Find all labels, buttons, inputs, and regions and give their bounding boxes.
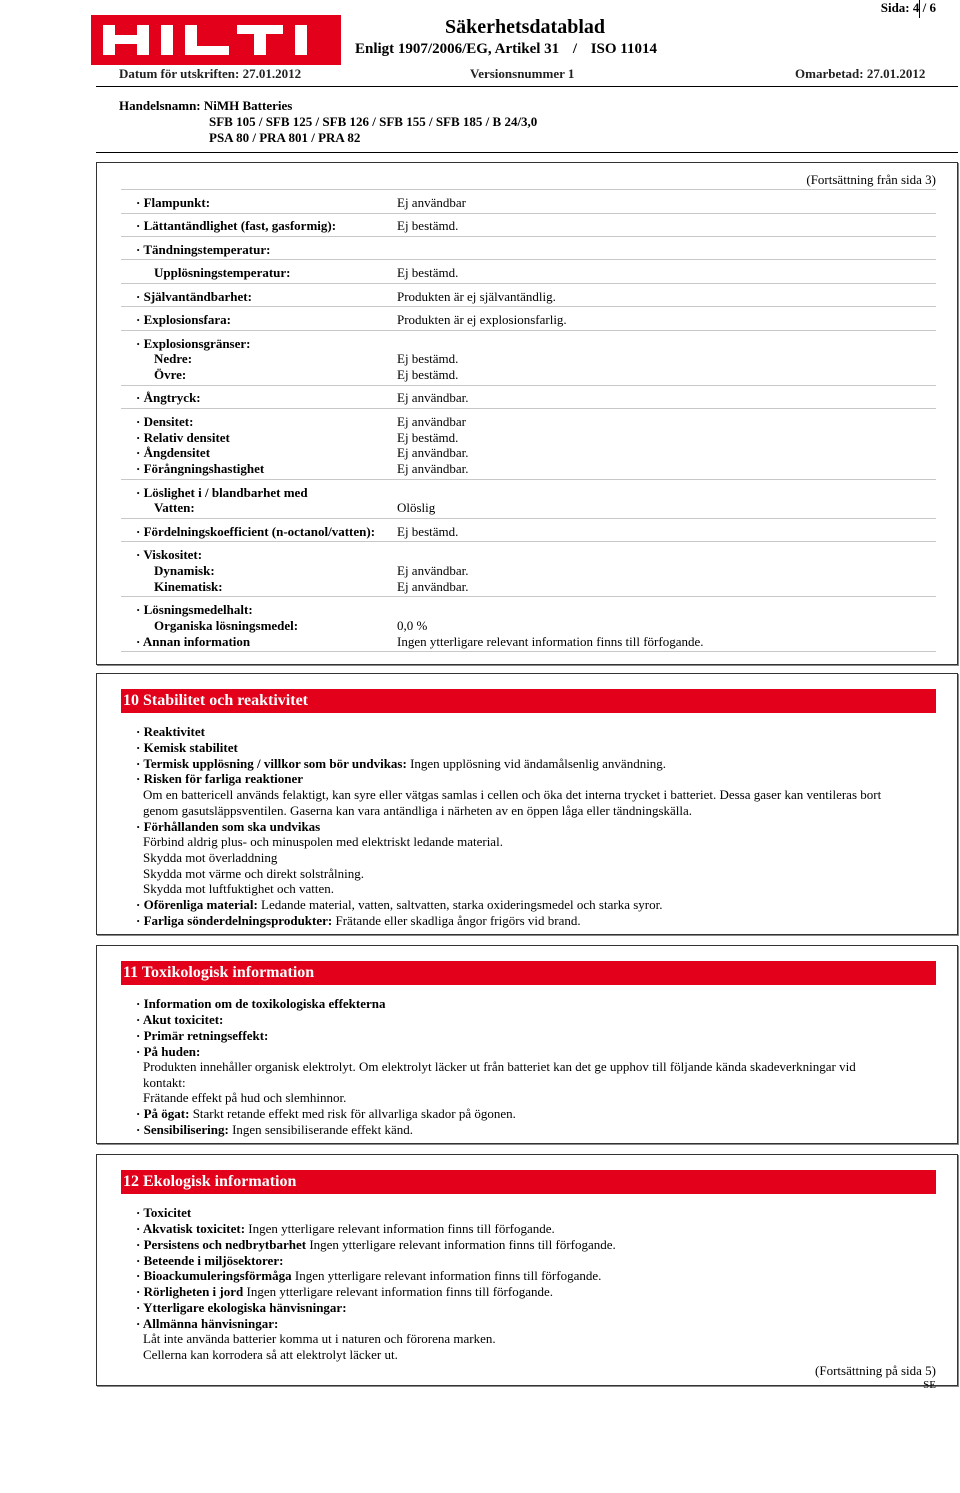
text-bold: · Bioackumuleringsförmåga [136, 1268, 292, 1283]
prop-label: Övre: [154, 367, 187, 382]
text-line: · Beteende i miljösektorer: [136, 1253, 284, 1268]
version-number: Versionsnummer 1 [470, 66, 575, 81]
section11-title-text: 11 Toxikologisk information [123, 964, 315, 981]
text-line: · På huden: [136, 1044, 201, 1059]
prop-label: Dynamisk: [154, 563, 215, 578]
text-line: · Kemisk stabilitet [136, 740, 238, 755]
hilti-logo [91, 15, 341, 65]
prop-value: Ej användbar [397, 195, 466, 210]
text-line: Skydda mot överladdning [143, 850, 278, 865]
text-bold: · Oförenliga material: [136, 897, 258, 912]
page-number: Sida: 4 / 6 [880, 0, 936, 15]
separator [121, 236, 936, 237]
text-line: Låt inte använda batterier komma ut i naturen och förorena marken. [143, 1331, 496, 1346]
text-regular: Frätande eller skadliga ångor frigörs vid brand. [332, 913, 581, 928]
text-line: · Toxicitet [136, 1205, 192, 1220]
prop-label: Organiska lösningsmedel: [154, 618, 299, 633]
subtitle-sep: / [572, 41, 578, 57]
brand-text: HILTI [91, 15, 94, 16]
prop-value: 0,0 % [397, 618, 428, 633]
text-line: genom gasutsläppsventilen. Gaserna kan vara antändliga i närheten av en öppen låga eller tändningskälla. [143, 803, 693, 818]
text-line: Om en battericell används felaktigt, kan syre eller vätgas samlas i cellen och öka det interna trycket i batteriet. Dessa gaser kan ventileras bort [143, 787, 882, 802]
prop-label: · Explosionsgränser: [136, 336, 251, 351]
print-date: Datum för utskriften: 27.01.2012 [119, 66, 302, 81]
section11-title [121, 961, 936, 985]
text-bold: · Termisk upplösning / villkor som bör undvikas: [136, 756, 407, 771]
prop-label: · Flampunkt: [136, 195, 211, 210]
text-line: · Allmänna hänvisningar: [136, 1316, 279, 1331]
text-line [136, 1284, 936, 1300]
section12-title-text: 12 Ekologisk information [123, 1173, 297, 1190]
separator [121, 385, 936, 386]
text-bold: · Farliga sönderdelningsprodukter: [136, 913, 333, 928]
prop-label: · Förångningshastighet [136, 461, 265, 476]
prop-value: Produkten är ej explosionsfarlig. [397, 312, 567, 327]
text-line: Produkten innehåller organisk elektrolyt. Om elektrolyt läcker ut från batteriet kan det ge upphov till följande kända skadeverkningar vid [143, 1059, 856, 1074]
text-line: · Risken för farliga reaktioner [136, 771, 304, 786]
prop-value: Ej bestämd. [397, 524, 459, 539]
text-regular: Ingen ytterligare relevant information finns till förfogande. [245, 1221, 555, 1236]
text-regular: Ingen ytterligare relevant information finns till förfogande. [306, 1237, 616, 1252]
prop-label: · Viskositet: [136, 547, 203, 562]
separator [121, 596, 936, 597]
prop-value: Ej användbar. [397, 390, 469, 405]
text-line [136, 756, 936, 772]
prop-label: Nedre: [154, 351, 193, 366]
document-title: Säkerhetsdatablad [444, 16, 606, 38]
text-line: · Reaktivitet [136, 724, 205, 739]
product-name: Handelsnamn: NiMH Batteries [119, 98, 293, 113]
text-line: · Förhållanden som ska undvikas [136, 819, 321, 834]
text-line: Skydda mot värme och direkt solstrålning. [143, 866, 364, 881]
text-line [136, 1122, 936, 1138]
text-line: Skydda mot luftfuktighet och vatten. [143, 881, 334, 896]
prop-value: Ej användbar. [397, 461, 469, 476]
prop-value: Ej användbar. [397, 445, 469, 460]
separator [121, 283, 936, 284]
section10-title [121, 689, 936, 713]
revised-date: Omarbetad: 27.01.2012 [795, 66, 926, 81]
continued-to: (Fortsättning på sida 5) [815, 1363, 936, 1378]
product-rule [96, 152, 958, 153]
header-rule [96, 86, 958, 87]
text-regular: Starkt retande effekt med risk för allvarliga skador på ögonen. [189, 1106, 516, 1121]
prop-value: Olöslig [397, 500, 436, 515]
text-line: · Ytterligare ekologiska hänvisningar: [136, 1300, 347, 1315]
text-line [136, 1268, 936, 1284]
prop-value: Ej användbar [397, 414, 466, 429]
prop-label: Kinematisk: [154, 579, 223, 594]
prop-label: · Ångtryck: [136, 390, 201, 405]
text-line: Cellerna kan korrodera så att elektrolyt läcker ut. [143, 1347, 398, 1362]
text-bold: · Persistens och nedbrytbarhet [136, 1237, 307, 1252]
prop-label: · Självantändbarhet: [136, 289, 252, 304]
text-regular: Ingen ytterligare relevant information finns till förfogande. [291, 1268, 602, 1283]
prop-value: Produkten är ej självantändlig. [397, 289, 556, 304]
text-line [136, 1106, 936, 1122]
prop-label: · Explosionsfara: [136, 312, 231, 327]
separator [121, 651, 936, 652]
text-regular: Ledande material, vatten, saltvatten, starka oxideringsmedel och starka syror. [257, 897, 663, 912]
document-subtitle [355, 41, 700, 58]
separator [121, 213, 936, 214]
prop-label: · Annan information [136, 634, 251, 649]
prop-label: · Fördelningskoefficient (n-octanol/vatten): [136, 524, 376, 539]
separator [121, 189, 936, 190]
text-line [136, 1237, 936, 1253]
text-regular: Ingen ytterligare relevant information finns till förfogande. [243, 1284, 553, 1299]
text-regular: Ingen sensibiliserande effekt känd. [228, 1122, 414, 1137]
separator [121, 518, 936, 519]
prop-value: Ej bestämd. [397, 265, 459, 280]
text-bold: · Rörligheten i jord [136, 1284, 244, 1299]
text-line: · Information om de toxikologiska effekterna [136, 996, 386, 1011]
prop-label: Upplösningstemperatur: [154, 265, 291, 280]
prop-label: · Lösningsmedelhalt: [136, 602, 253, 617]
text-line: · Primär retningseffekt: [136, 1028, 269, 1043]
separator [121, 541, 936, 542]
text-line: · Akut toxicitet: [136, 1012, 224, 1027]
prop-value: Ej användbar. [397, 563, 469, 578]
prop-value: Ingen ytterligare relevant information finns till förfogande. [397, 634, 704, 649]
prop-label: · Löslighet i / blandbarhet med [136, 485, 308, 500]
properties-box [96, 162, 958, 665]
product-models: SFB 105 / SFB 125 / SFB 126 / SFB 155 / SFB 185 / B 24/3,0 [209, 114, 538, 129]
prop-value: Ej bestämd. [397, 367, 459, 382]
prop-label: · Relativ densitet [136, 430, 230, 445]
subtitle-iso: ISO 11014 [590, 41, 657, 57]
prop-value: Ej bestämd. [397, 218, 459, 233]
section12-title [121, 1170, 936, 1194]
product-models-2: PSA 80 / PRA 801 / PRA 82 [209, 130, 361, 145]
prop-value: Ej användbar. [397, 579, 469, 594]
prop-label: Vatten: [154, 500, 195, 515]
text-bold: · På ögat: [136, 1106, 190, 1121]
text-regular: Ingen upplösning vid ändamålsenlig användning. [406, 756, 667, 771]
text-line [136, 897, 936, 913]
text-bold: · Akvatisk toxicitet: [136, 1221, 246, 1236]
text-line: Frätande effekt på hud och slemhinnor. [143, 1090, 347, 1105]
continued-from: (Fortsättning från sida 3) [806, 172, 936, 187]
prop-value: Ej bestämd. [397, 351, 459, 366]
text-line [136, 913, 936, 929]
prop-label: · Tändningstemperatur: [136, 242, 271, 257]
section10-title-text: 10 Stabilitet och reaktivitet [123, 692, 309, 709]
prop-label: · Ångdensitet [136, 445, 211, 460]
text-line: Förbind aldrig plus- och minuspolen med elektriskt ledande material. [143, 834, 503, 849]
prop-label: · Lättantändlighet (fast, gasformig): [136, 218, 337, 233]
separator [121, 408, 936, 409]
separator [121, 259, 936, 260]
prop-label: · Densitet: [136, 414, 194, 429]
separator [121, 479, 936, 480]
text-line [136, 1221, 936, 1237]
subtitle-regulation: Enligt 1907/2006/EG, Artikel 31 [355, 41, 560, 57]
text-line: kontakt: [143, 1075, 186, 1090]
prop-value: Ej bestämd. [397, 430, 459, 445]
language-code: SE [923, 1379, 936, 1391]
separator [121, 330, 936, 331]
separator [121, 306, 936, 307]
text-bold: · Sensibilisering: [136, 1122, 229, 1137]
